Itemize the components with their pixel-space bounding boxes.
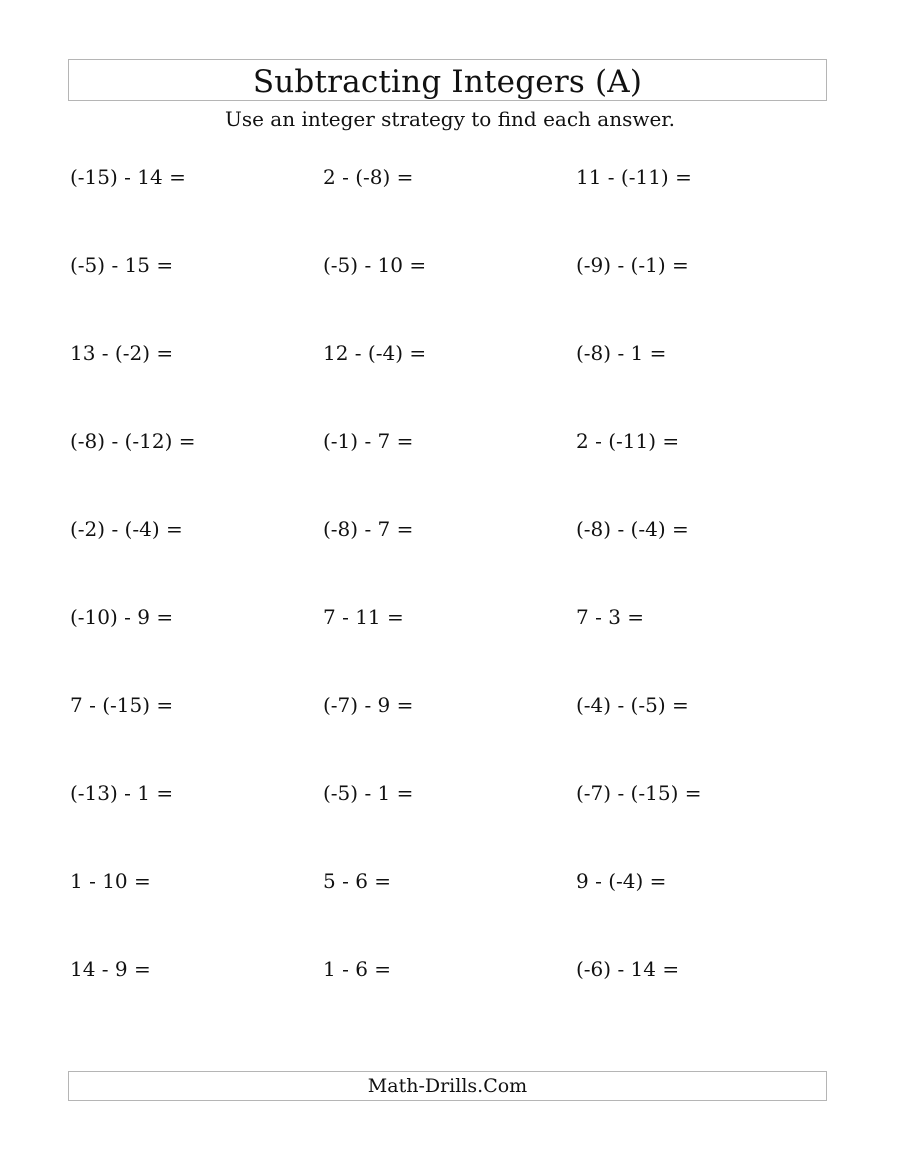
problem: (-15) - 14 = — [70, 165, 186, 189]
title-box — [68, 59, 827, 101]
problem: 11 - (-11) = — [576, 165, 692, 189]
problem: 5 - 6 = — [323, 869, 392, 893]
problem-row — [70, 691, 830, 779]
problem: (-8) - 1 = — [576, 341, 667, 365]
problem: 7 - 11 = — [323, 605, 404, 629]
problem: (-5) - 10 = — [323, 253, 427, 277]
problem: 2 - (-8) = — [323, 165, 414, 189]
problem: 1 - 10 = — [70, 869, 151, 893]
problem: 14 - 9 = — [70, 957, 151, 981]
problem: (-5) - 15 = — [70, 253, 174, 277]
problem: 1 - 6 = — [323, 957, 392, 981]
problem-row — [70, 427, 830, 515]
problem: (-8) - (-12) = — [70, 429, 196, 453]
problem-row — [70, 779, 830, 867]
problem-row — [70, 603, 830, 691]
footer-site-name: Math-Drills.Com — [367, 1074, 528, 1097]
problem-row — [70, 339, 830, 427]
problem: (-9) - (-1) = — [576, 253, 689, 277]
problem: 7 - (-15) = — [70, 693, 174, 717]
problem-row — [70, 955, 830, 1043]
problem: (-1) - 7 = — [323, 429, 414, 453]
problem: (-8) - 7 = — [323, 517, 414, 541]
problem: 7 - 3 = — [576, 605, 645, 629]
problem: (-7) - (-15) = — [576, 781, 702, 805]
problem: (-6) - 14 = — [576, 957, 680, 981]
footer-box — [68, 1071, 827, 1101]
problem: 12 - (-4) = — [323, 341, 427, 365]
worksheet-title: Subtracting Integers (A) — [252, 63, 643, 100]
problem-row — [70, 251, 830, 339]
problem: (-10) - 9 = — [70, 605, 174, 629]
worksheet-instructions: Use an integer strategy to find each answer. — [224, 107, 676, 131]
problem-row — [70, 163, 830, 251]
problem: 9 - (-4) = — [576, 869, 667, 893]
problem-grid — [70, 163, 830, 1043]
problem-row — [70, 867, 830, 955]
problem-row — [70, 515, 830, 603]
problem: (-4) - (-5) = — [576, 693, 689, 717]
problem: (-8) - (-4) = — [576, 517, 689, 541]
problem: 2 - (-11) = — [576, 429, 680, 453]
problem: 13 - (-2) = — [70, 341, 174, 365]
problem: (-2) - (-4) = — [70, 517, 183, 541]
problem: (-5) - 1 = — [323, 781, 414, 805]
problem: (-13) - 1 = — [70, 781, 174, 805]
problem: (-7) - 9 = — [323, 693, 414, 717]
